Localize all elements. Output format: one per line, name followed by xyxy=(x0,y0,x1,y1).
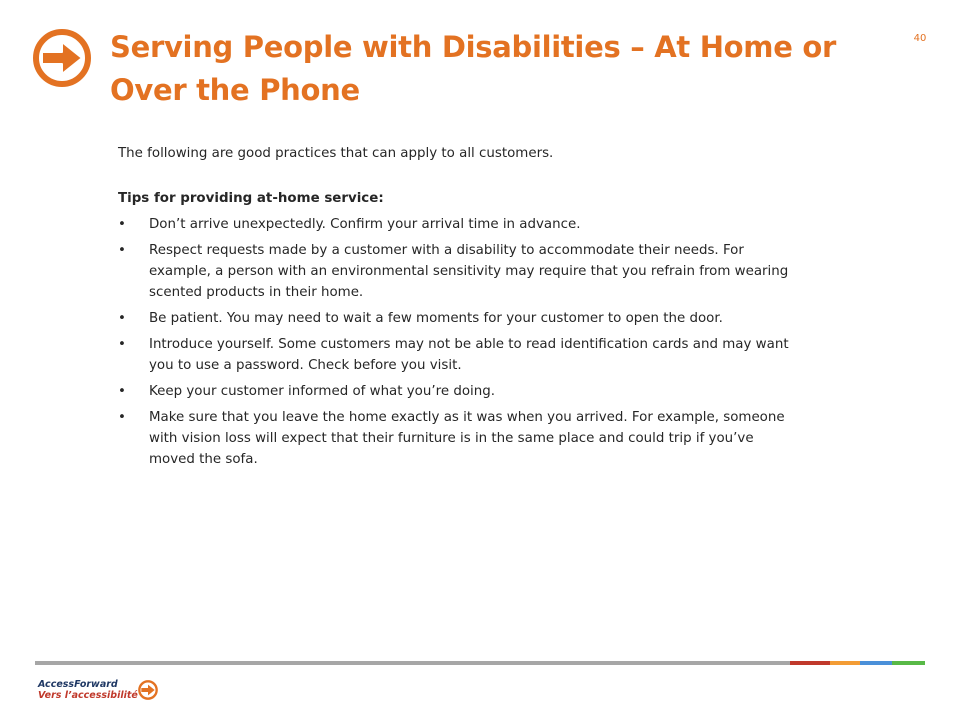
page-number: 40 xyxy=(913,33,927,44)
list-item xyxy=(118,407,798,470)
tips-heading: Tips for providing at-home service: xyxy=(118,191,384,206)
brand-name-en: AccessForward xyxy=(38,679,118,690)
intro-text: The following are good practices that can apply to all customers. xyxy=(118,146,554,161)
footer-bar-segment-green xyxy=(892,661,925,665)
footer-bar-segment-red xyxy=(790,661,830,665)
tip-text: Keep your customer informed of what you’re doing. xyxy=(149,384,495,399)
tip-text: Be patient. You may need to wait a few moments for your customer to open the door. xyxy=(149,311,723,326)
brand-name-fr: Vers l’accessibilité xyxy=(38,690,138,701)
arrow-right-circle-icon xyxy=(32,28,92,88)
list-item xyxy=(118,240,798,303)
tip-text: Don’t arrive unexpectedly. Confirm your arrival time in advance. xyxy=(149,217,581,232)
footer-arrow-icon xyxy=(138,680,158,700)
footer-color-bar xyxy=(35,661,925,665)
bullet-icon: • xyxy=(118,217,126,232)
bullet-icon: • xyxy=(118,410,126,425)
bullet-icon: • xyxy=(118,243,126,258)
footer-bar-segment-blue xyxy=(860,661,892,665)
list-item xyxy=(118,334,798,376)
tips-list xyxy=(118,214,798,470)
bullet-icon: • xyxy=(118,311,126,326)
footer-bar-segment-orange xyxy=(830,661,860,665)
footer-bar-segment-gray xyxy=(35,661,790,665)
slide-title: Serving People with Disabilities – At Home or Over the Phone xyxy=(110,30,837,107)
list-item xyxy=(118,214,798,235)
bullet-icon: • xyxy=(118,337,126,352)
tip-text: Respect requests made by a customer with a disability to accommodate their needs. For example, a person with an environmental sensitivity may require that you refrain from wearing scented products in their home. xyxy=(149,243,789,300)
bullet-icon: • xyxy=(118,384,126,399)
footer-logo xyxy=(38,679,138,701)
slide-content xyxy=(118,144,798,475)
tip-text: Introduce yourself. Some customers may not be able to read identification cards and may want you to use a password. Check before you visit. xyxy=(149,337,789,373)
tip-text: Make sure that you leave the home exactly as it was when you arrived. For example, someone with vision loss will expect that their furniture is in the same place and could trip if you’ve moved the sofa. xyxy=(149,410,785,467)
list-item xyxy=(118,308,798,329)
list-item xyxy=(118,381,798,402)
